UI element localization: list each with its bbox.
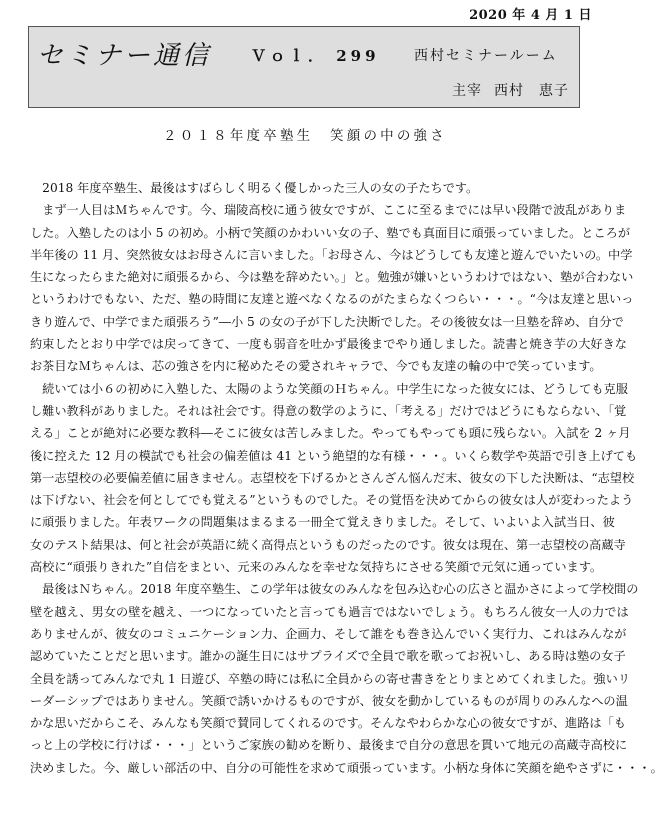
- article-line: ありませんが、彼女のコミュニケーション力、企画力、そして誰をも巻き込んでいく実行力、これはみんなが: [30, 626, 627, 641]
- article-line: まず一人目はＭちゃんです。今、瑞陵高校に通う彼女ですが、ここに至るまでには早い段階で波乱がありま: [30, 203, 627, 218]
- article-line: 高校に“頑張りきれた”自信をまとい、元来のみんなを幸せな気持ちにさせる笑顔で元気に通っています。: [30, 560, 603, 575]
- article-line: 決めました。今、厳しい部活の中、自分の可能性を求めて頑張っています。小柄な身体に笑顔を絶やさずに・・・。: [30, 760, 663, 775]
- article-line: 2018 年度卒塾生、最後はすばらしく明るく優しかった三人の女の子たちです。: [30, 181, 479, 195]
- article-body: [30, 177, 663, 779]
- editor-name: 西村 恵子: [494, 83, 569, 99]
- newsletter-title: セミナー通信: [37, 41, 212, 71]
- article-line: かな思いだからこそ、みんなも笑顔で賛同してくれるのです。そんなやわらかな心の彼女ですが、進路は「も: [30, 716, 626, 731]
- article-line: 壁を越え、男女の壁を越え、一つになっていたと言っても過言ではないでしょう。もちろん彼女一人の力では: [30, 604, 629, 619]
- article-line: は下げない、社会を何としてでも覚える”というものでした。その覚悟を決めてからの彼女は人が変わったよう: [30, 493, 634, 508]
- article-line: 約束したとおり中学では戻ってきて、一度も弱音を吐かず最後までやり通しました。読書と焼き芋の大好きな: [30, 337, 627, 352]
- volume-number: Ｖｏｌ． 299: [251, 47, 380, 65]
- article-line: 認めていたことだと思います。誰かの誕生日にはサプライズで全員で歌を歌ってお祝いし、ある時は塾の女子: [30, 649, 626, 664]
- newsletter-header: [28, 26, 580, 108]
- editor-role: 主宰: [452, 83, 482, 99]
- article-line: える」ことが絶対に必要な教科―そこに彼女は苦しみました。やってもやっても頭に残らない。入試を 2 ヶ月: [30, 426, 631, 441]
- article-headline: ２０１８年度卒塾生 笑顔の中の強さ: [163, 128, 447, 144]
- article-line: し難い教科がありました。それは社会です。得意の数学のように、「考える」だけではどうにもならない、「覚: [30, 403, 627, 418]
- article-line: 続いては小６の初めに入塾した、太陽のような笑顔のＨちゃん。中学生になった彼女には、どうしても克服: [30, 381, 628, 396]
- organization-name: 西村セミナールーム: [414, 48, 558, 64]
- article-line: きり遊んで、中学でまた頑張ろう”―小 5 の女の子が下した決断でした。その後彼女は一旦塾を辞め、自分で: [30, 314, 624, 329]
- article-line: 生になったらまた絶対に頑張るから、今は塾を辞めたい。」と。勉強が嫌いというわけではない、塾が合わない: [30, 270, 634, 285]
- article-line: した。入塾したのは小 5 の初め。小柄で笑顔のかわいい女の子、塾でも真面目に頑張っていました。ところが: [30, 225, 631, 240]
- article-line: ーダーシップではありません。笑顔で誘いかけるものですが、彼女を動かしているものが周りのみんなへの温: [30, 693, 628, 708]
- article-line: っと上の学校に行けば・・・」というご家族の勧めを断り、最後まで自分の意思を貫いて地元の高蔵寺高校に: [30, 738, 628, 753]
- article-line: 半年後の 11 月、突然彼女はお母さんに言いました。「お母さん、今はどうしても友達と遊んでいたいの。中学: [30, 247, 633, 262]
- article-line: 女のテスト結果は、何と社会が英語に続く高得点というものだったのです。彼女は現在、第一志望校の高蔵寺: [30, 537, 626, 552]
- article-line: 最後はＮちゃん。2018 年度卒塾生、この学年は彼女のみんなを包み込む心の広さと温かさによって学校間の: [30, 582, 639, 597]
- article-line: お茶目なＭちゃんは、芯の強さを内に秘めたその愛されキャラで、今でも友達の輪の中で笑っています。: [30, 359, 602, 374]
- issue-date: 2020 年 4 月 1 日: [469, 8, 592, 23]
- article-line: 全員を誘ってみんなで丸 1 日遊び、卒塾の時には私に全員からの寄せ書きをとりまとめてくれました。強いリ: [30, 671, 631, 686]
- article-line: に頑張りました。年表ワークの問題集はまるまる一冊全て覚えきりました。そして、いよいよ入試当日、彼: [30, 515, 615, 530]
- article-line: というわけでもない、ただ、塾の時間に友達と遊べなくなるのがたまらなくつらい・・・。“今は友達と思いっ: [30, 292, 634, 307]
- article-line: 後に控えた 12 月の模試でも社会の偏差値は 41 という絶望的な有様・・・。いくら数学や英語で引き上げても: [30, 448, 638, 463]
- article-line: 第一志望校の必要偏差値に届きません。志望校を下げるかとさんざん悩んだ末、彼女の下した決断は、“志望校: [30, 470, 635, 485]
- editor-credit: [440, 80, 569, 100]
